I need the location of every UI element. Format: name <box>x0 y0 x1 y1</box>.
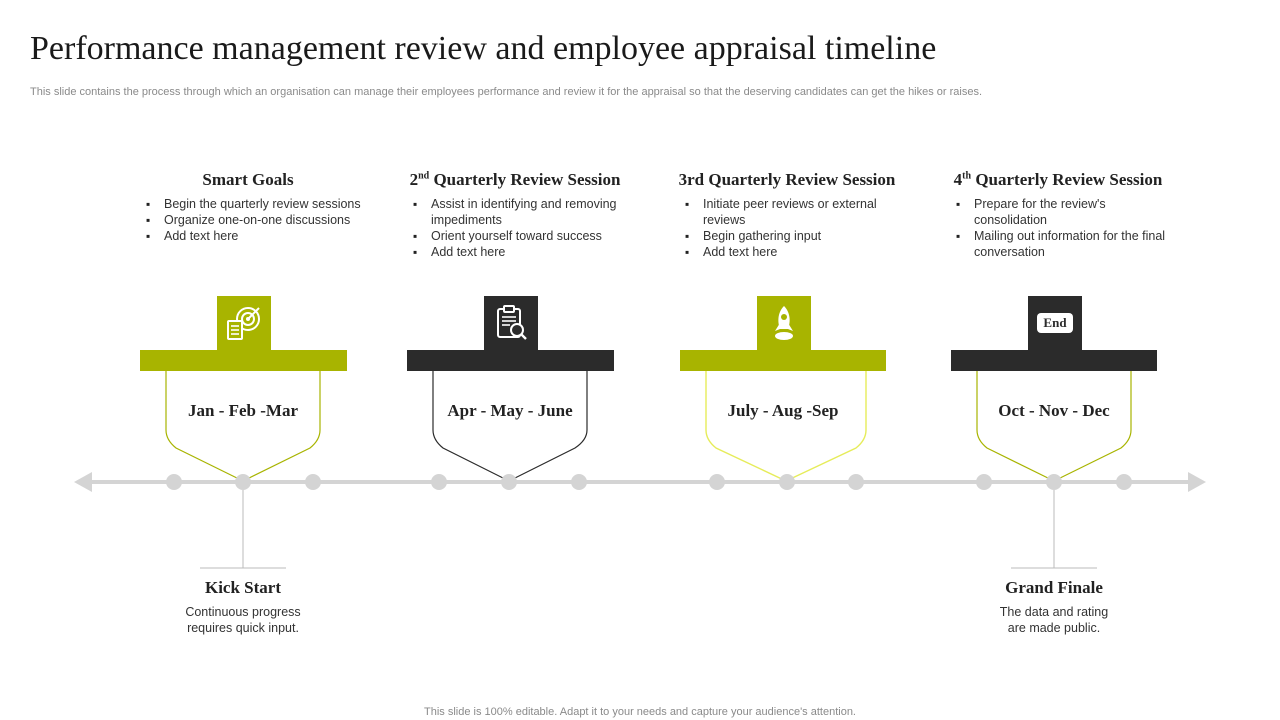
timeline-dot <box>571 474 587 490</box>
connector-q4 <box>977 371 1131 481</box>
bullet-item: ▪ Prepare for the review's consolidation <box>956 196 1178 228</box>
milestone-title: Grand Finale <box>1005 578 1103 597</box>
bullet-item: ▪ Add text here <box>413 244 635 260</box>
bullet-item: ▪ Initiate peer reviews or external reviews <box>685 196 907 228</box>
stage-title: 3rd Quarterly Review Session <box>678 170 896 189</box>
bullet-item: ▪ Mailing out information for the final conversation <box>956 228 1178 260</box>
quarter-label-q4: Oct - Nov - Dec <box>998 401 1110 420</box>
clipboard-search-icon <box>484 296 538 350</box>
arrow-left-icon <box>74 472 92 492</box>
milestone-desc: The data and rating are made public. <box>999 605 1109 635</box>
timeline-dot <box>235 474 251 490</box>
stage-title: Smart Goals <box>202 170 294 189</box>
milestone-kick-start <box>143 578 343 636</box>
timeline-dot <box>501 474 517 490</box>
bullet-item: ▪ Begin the quarterly review sessions <box>146 196 368 212</box>
page-title: Performance management review and employee appraisal timeline <box>30 30 937 67</box>
stage-bar-q1 <box>140 350 347 371</box>
bullet-item: ▪ Orient yourself toward success <box>413 228 635 244</box>
timeline-dot <box>431 474 447 490</box>
connector-q3 <box>706 371 866 481</box>
timeline-dot <box>976 474 992 490</box>
end-sign-icon <box>1028 296 1082 350</box>
connector-q2 <box>433 371 587 481</box>
timeline-dot <box>1046 474 1062 490</box>
timeline-dot <box>779 474 795 490</box>
end-label: End <box>1037 313 1072 333</box>
quarter-label-q1: Jan - Feb -Mar <box>187 401 298 420</box>
target-checklist-icon <box>217 296 271 350</box>
bullet-item: ▪ Add text here <box>146 228 368 244</box>
stage-bar-q2 <box>407 350 614 371</box>
connector-q1 <box>166 371 320 481</box>
milestone-desc: Continuous progress requires quick input. <box>185 605 301 635</box>
bullet-item: ▪ Organize one-on-one discussions <box>146 212 368 228</box>
page-subtitle: This slide contains the process through which an organisation can manage their employees performance and review it for the appraisal so that the deserving candidates can get the hikes or raises. <box>30 86 983 98</box>
bullet-item: ▪ Add text here <box>685 244 907 260</box>
timeline-dot <box>848 474 864 490</box>
stage-bar-q3 <box>680 350 886 371</box>
timeline-dot <box>166 474 182 490</box>
stage-title: 2nd Quarterly Review Session <box>409 170 621 189</box>
quarter-label-q3: July - Aug -Sep <box>727 401 839 420</box>
bullet-item: ▪ Begin gathering input <box>685 228 907 244</box>
quarter-label-q2: Apr - May - June <box>447 401 573 420</box>
arrow-right-icon <box>1188 472 1206 492</box>
timeline-dot <box>305 474 321 490</box>
rocket-icon <box>757 296 811 350</box>
stage-title: 4th Quarterly Review Session <box>953 170 1163 189</box>
timeline-dot <box>709 474 725 490</box>
footer-note: This slide is 100% editable. Adapt it to your needs and capture your audience's attention. <box>424 706 856 718</box>
milestone-title: Kick Start <box>204 578 282 597</box>
timeline-dot <box>1116 474 1132 490</box>
milestone-grand-finale <box>954 578 1154 636</box>
bullet-item: ▪ Assist in identifying and removing impediments <box>413 196 635 228</box>
stage-bar-q4 <box>951 350 1157 371</box>
